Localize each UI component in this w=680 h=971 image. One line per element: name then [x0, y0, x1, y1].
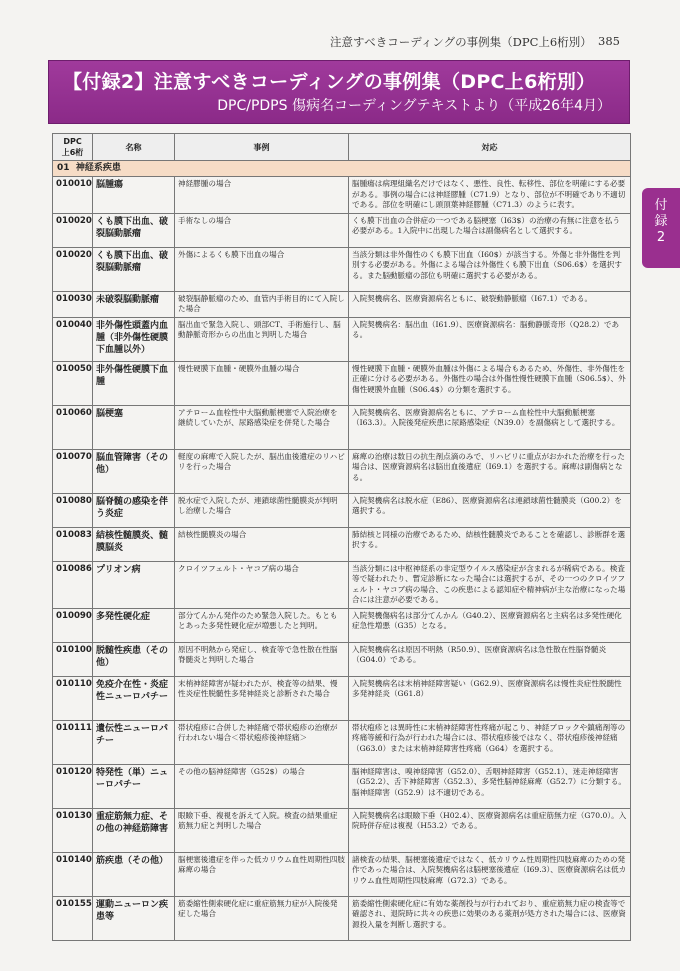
- row-name: 脳腫瘍: [93, 177, 175, 214]
- table-row: [53, 676, 631, 720]
- row-example: 軽度の麻痺で入院したが、脳出血後遺症のリハビリを行った場合: [175, 449, 349, 493]
- row-name: 脳脊髄の感染を伴う炎症: [93, 493, 175, 527]
- table-row: [53, 896, 631, 940]
- row-comment: 入院契機病名は末梢神経障害疑い（G62.9）、医療資源病名は慢性炎症性脱髄性多発神経炎（G61.8）: [349, 676, 631, 720]
- row-example: クロイツフェルト・ヤコブ病の場合: [175, 561, 349, 608]
- table-row: [53, 405, 631, 449]
- row-name: 非外傷性硬膜下血腫: [93, 361, 175, 405]
- table-row: [53, 608, 631, 642]
- row-code: 010030: [53, 291, 93, 317]
- row-comment: 筋委縮性側索硬化症に有効な薬剤投与が行われており、重症筋無力症の検査等で確認され、退院時に共々の疾患に効果のある薬剤が処方された場合には、医療資源投入量を判断し選択する。: [349, 896, 631, 940]
- table-row: [53, 527, 631, 561]
- row-name: 特発性（単）ニューロパチー: [93, 764, 175, 808]
- row-example: 破裂脳静脈瘤のため、血管内手術目的にて入院した場合: [175, 291, 349, 317]
- row-example: 脱水症で入院したが、連鎖球菌性髄膜炎が判明し治療した場合: [175, 493, 349, 527]
- row-name: くも膜下出血、破裂脳動脈瘤: [93, 247, 175, 291]
- row-example: 手術なしの場合: [175, 213, 349, 247]
- row-example: 結核性髄膜炎の場合: [175, 527, 349, 561]
- row-comment: 脳腫瘍は病理組織名だけではなく、悪性、良性、転移性、部位を明確にする必要がある。事例の場合には神経膠腫（C71.9）となり、部位が不明確であり不適切である。部位を明確にし頭頂葉神経膠腫（C71.3）のように表す。: [349, 177, 631, 214]
- row-example: 外傷によるくも膜下出血の場合: [175, 247, 349, 291]
- row-code: 010083: [53, 527, 93, 561]
- row-comment: 慢性硬膜下血腫・硬膜外血腫は外傷による場合もあるため、外傷性、非外傷性を正確に分ける必要がある。外傷性の場合は外傷性慢性硬膜下血腫（S06.5$）、外傷性硬膜外血腫（S06.4$）の分類を選択する。: [349, 361, 631, 405]
- row-example: 原因不明熱から発症し、検査等で急性散在性脳脊髄炎と判明した場合: [175, 642, 349, 676]
- row-code: 010155: [53, 896, 93, 940]
- page-number: 385: [598, 34, 620, 48]
- row-name: 脱髄性疾患（その他）: [93, 642, 175, 676]
- table-row: [53, 720, 631, 764]
- row-example: アテローム血栓性中大脳動脈梗塞で入院治療を継続していたが、尿路感染症を併発した場合: [175, 405, 349, 449]
- row-code: 010010: [53, 177, 93, 214]
- row-example: 部分てんかん発作のため緊急入院した。もともとあった多発性硬化症が増悪したと判明。: [175, 608, 349, 642]
- row-comment: 入院契機病名は脱水症（E86）、医療資源病名は連鎖球菌性髄膜炎（G00.2）を選択する。: [349, 493, 631, 527]
- row-comment: 帯状疱疹とは異時性に末梢神経障害性疼痛が起こり、神経ブロックや鎮痛剤等の疼痛等緩和行為が行われた場合には、帯状疱疹後ではなく、帯状疱疹後神経痛（G63.0）または末梢神経障害性疼痛（G64）を選択する。: [349, 720, 631, 764]
- row-example: 筋委縮性側索硬化症に重症筋無力症が入院後発症した場合: [175, 896, 349, 940]
- row-comment: 入院契機傷病名は部分てんかん（G40.2）、医療資源病名と主病名は多発性硬化症急性増悪（G35）となる。: [349, 608, 631, 642]
- table-row: [53, 852, 631, 896]
- case-table: [52, 133, 631, 941]
- row-comment: 肺結核と同様の治療であるため、結核性髄膜炎であることを確認し、診断群を選択する。: [349, 527, 631, 561]
- row-code: 010110: [53, 676, 93, 720]
- row-code: 010120: [53, 764, 93, 808]
- table-row: [53, 493, 631, 527]
- row-code: 010020: [53, 213, 93, 247]
- row-comment: 入院契機病名、医療資源病名ともに、破裂動静脈瘤（I67.1）である。: [349, 291, 631, 317]
- row-example: 眼瞼下垂、複視を訴えて入院。検査の結果重症筋無力症と判明した場合: [175, 808, 349, 852]
- header-example: 事例: [175, 134, 349, 161]
- header-comment: 対応: [349, 134, 631, 161]
- row-code: 010130: [53, 808, 93, 852]
- row-example: 末梢神経障害が疑われたが、検査等の結果、慢性炎症性脱髄性多発神経炎と診断された場合: [175, 676, 349, 720]
- table-row: [53, 213, 631, 247]
- row-comment: 入院契機病名は原因不明熱（R50.9）、医療資源病名は急性散在性脳脊髄炎（G04.0）である。: [349, 642, 631, 676]
- category-row: [53, 161, 631, 177]
- row-comment: 入院契機病名：脳出血（I61.9）、医療資源病名：脳動静脈奇形（Q28.2）である。: [349, 317, 631, 361]
- table-row: [53, 247, 631, 291]
- row-name: 多発性硬化症: [93, 608, 175, 642]
- table-row: [53, 177, 631, 214]
- running-head: [330, 34, 620, 50]
- row-code: 010086: [53, 561, 93, 608]
- header-name: 名称: [93, 134, 175, 161]
- table-row: [53, 808, 631, 852]
- row-name: くも膜下出血、破裂脳動脈瘤: [93, 213, 175, 247]
- row-name: 脳血管障害（その他）: [93, 449, 175, 493]
- row-example: 帯状疱疹に合併した神経痛で帯状疱疹の治療が行われない場合＜帯状疱疹後神経痛＞: [175, 720, 349, 764]
- row-comment: 脳神経障害は、嗅神経障害（G52.0）、舌咽神経障害（G52.1）、迷走神経障害（G52.2）、舌下神経障害（G52.3）、多発性脳神経麻痺（G52.7）に分類する。脳神経障害（G52.9）は不適切である。: [349, 764, 631, 808]
- banner-subtitle: DPC/PDPS 傷病名コーディングテキストより（平成26年4月）: [217, 98, 611, 114]
- row-example: 脳出血で緊急入院し、頭部CT、手術施行し、脳動静脈奇形からの出血と判明した場合: [175, 317, 349, 361]
- header-code: DPC 上6桁: [53, 134, 93, 161]
- row-code: 010070: [53, 449, 93, 493]
- row-comment: 当該分類には中枢神経系の非定型ウイルス感染症が含まれるが稀病である。検査等で疑われたり、暫定診断になった場合には選択するが、その一つのクロイツフェルト・ヤコブ病の場合、この疾患による認知症や精神病が主な治療になった場合には注意が必要である。: [349, 561, 631, 608]
- row-code: 010111: [53, 720, 93, 764]
- table-row: [53, 291, 631, 317]
- row-example: 脳梗塞後遺症を伴った低カリウム血性周期性四肢麻痺の場合: [175, 852, 349, 896]
- table-header-row: [53, 134, 631, 161]
- row-name: 免疫介在性・炎症性ニューロパチー: [93, 676, 175, 720]
- row-code: 010060: [53, 405, 93, 449]
- table-row: [53, 317, 631, 361]
- appendix-side-tab: [642, 188, 680, 268]
- banner-title: 【付録2】注意すべきコーディングの事例集（DPC上6桁別）: [63, 71, 596, 93]
- row-code: 010040: [53, 317, 93, 361]
- appendix-banner: [48, 60, 630, 124]
- row-comment: 入院契機病名、医療資源病名ともに、アテローム血栓性中大脳動脈梗塞（I63.3）。入院後発症疾患に尿路感染症（N39.0）を副傷病として選択する。: [349, 405, 631, 449]
- row-code: 010080: [53, 493, 93, 527]
- row-name: 結核性髄膜炎、髄膜脳炎: [93, 527, 175, 561]
- row-example: その他の脳神経障害（G52$）の場合: [175, 764, 349, 808]
- row-example: 慢性硬膜下血腫・硬膜外血腫の場合: [175, 361, 349, 405]
- row-example: 神経膠腫の場合: [175, 177, 349, 214]
- table-row: [53, 561, 631, 608]
- row-name: 運動ニューロン疾患等: [93, 896, 175, 940]
- row-code: 010100: [53, 642, 93, 676]
- row-comment: くも膜下出血の合併症の一つである脳梗塞（I63$）の治療の有無に注意を払う必要がある。1入院中に出現した場合は副傷病名として選択する。: [349, 213, 631, 247]
- table-row: [53, 449, 631, 493]
- row-code: 010140: [53, 852, 93, 896]
- category-number: 01: [57, 163, 70, 173]
- row-code: 010090: [53, 608, 93, 642]
- row-name: 未破裂脳動脈瘤: [93, 291, 175, 317]
- row-code: 010050: [53, 361, 93, 405]
- side-tab-line-2: 録: [654, 214, 668, 229]
- table-row: [53, 642, 631, 676]
- side-tab-line-3: 2: [656, 230, 666, 245]
- category-label: 神経系疾患: [75, 163, 121, 173]
- table-row: [53, 361, 631, 405]
- row-name: 脳梗塞: [93, 405, 175, 449]
- row-code: 010020: [53, 247, 93, 291]
- running-title: 注意すべきコーディングの事例集（DPC上6桁別）: [330, 35, 592, 49]
- row-name: 遺伝性ニューロパチー: [93, 720, 175, 764]
- row-comment: 入院契機病名は眼瞼下垂（H02.4）、医療資源病名は重症筋無力症（G70.0）。入院時併存症は複視（H53.2）である。: [349, 808, 631, 852]
- row-comment: 諸検査の結果、脳梗塞後遺症ではなく、低カリウム性周期性四肢麻痺のための発作であった場合は、入院契機病名は脳梗塞後遺症（I69.3）、医療資源病名は低カリウム血性周期性四肢麻痺（G72.3）である。: [349, 852, 631, 896]
- row-name: 重症筋無力症、その他の神経筋障害: [93, 808, 175, 852]
- row-name: プリオン病: [93, 561, 175, 608]
- row-comment: 麻痺の治療は数日の抗生剤点滴のみで、リハビリに重点がおかれた治療を行った場合は、医療資源病名は脳出血後遺症（I69.1）を選択する。麻痺は副傷病となる。: [349, 449, 631, 493]
- table-row: [53, 764, 631, 808]
- row-comment: 当該分類は非外傷性のくも膜下出血（I60$）が該当する。外傷と非外傷性を判別する必要がある。外傷による場合は外傷性くも膜下出血（S06.6$）を選択する。また脳動脈瘤の部位も明確に選択する必要がある。: [349, 247, 631, 291]
- side-tab-line-1: 付: [654, 198, 668, 213]
- category-cell: [53, 161, 631, 177]
- row-name: 筋疾患（その他）: [93, 852, 175, 896]
- row-name: 非外傷性頭蓋内血腫（非外傷性硬膜下血腫以外）: [93, 317, 175, 361]
